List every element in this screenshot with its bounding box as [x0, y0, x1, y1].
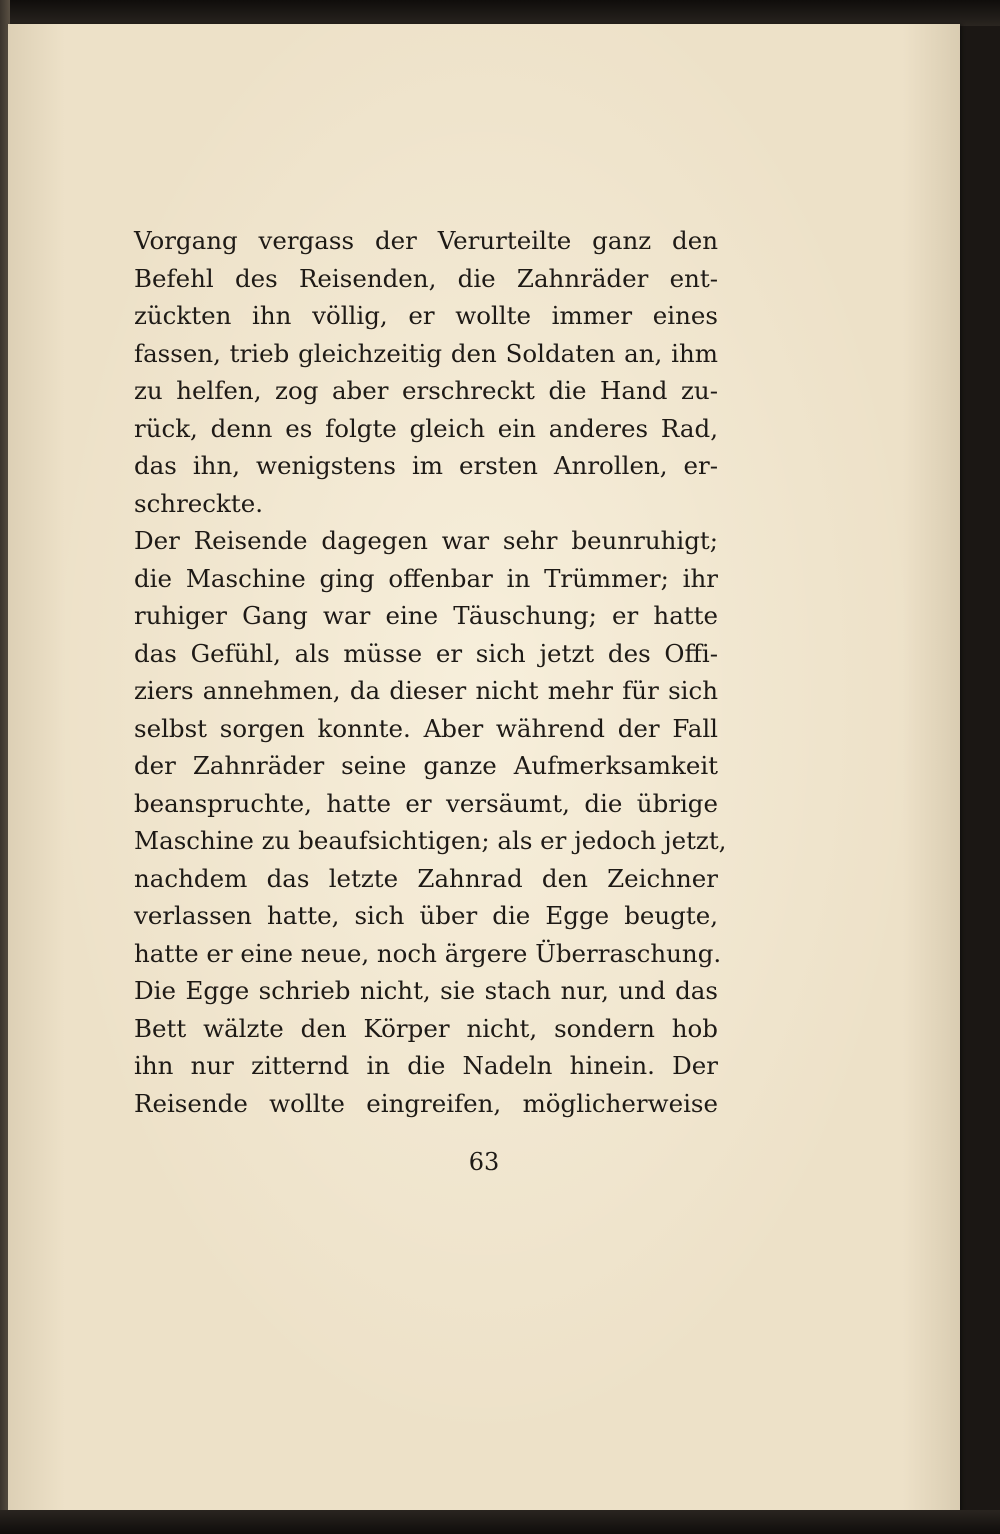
- text-line: ihn nur zitternd in die Nadeln hinein. Der: [134, 1051, 718, 1080]
- text-line: zückten ihn völlig, er wollte immer eines: [134, 301, 718, 330]
- text-line: fassen, trieb gleichzeitig den Soldaten an, ihm: [134, 338, 718, 368]
- text-line: Die Egge schrieb nicht, sie stach nur, und das: [134, 976, 718, 1005]
- bottom-scan-edge: [0, 1510, 1000, 1534]
- text-line: Der Reisende dagegen war sehr beunruhigt;: [134, 526, 718, 555]
- top-scan-edge: [0, 0, 1000, 26]
- paragraph-end-line: schreckte.: [134, 488, 263, 518]
- page-number: 63: [468, 1148, 500, 1176]
- text-line: rück, denn es folgte gleich ein anderes Rad,: [134, 413, 718, 443]
- text-line: das ihn, wenigstens im ersten Anrollen, er-: [134, 451, 718, 480]
- text-line: Reisende wollte eingreifen, möglicherweise: [134, 1088, 718, 1118]
- body-text: [134, 222, 727, 1122]
- text-line: Maschine zu beaufsichtigen; als er jedoch jetzt,: [134, 826, 727, 855]
- text-line: ziers annehmen, da dieser nicht mehr für sich: [134, 676, 718, 705]
- text-line: selbst sorgen konnte. Aber während der Fall: [134, 713, 718, 743]
- text-line: Vorgang vergass der Verurteilte ganz den: [134, 226, 718, 255]
- paper-page: [8, 24, 960, 1512]
- text-line: nachdem das letzte Zahnrad den Zeichner: [134, 863, 718, 893]
- text-line: Befehl des Reisenden, die Zahnräder ent-: [134, 263, 718, 293]
- text-line: das Gefühl, als müsse er sich jetzt des Offi-: [134, 638, 718, 668]
- text-line: beanspruchte, hatte er versäumt, die übrige: [134, 788, 718, 818]
- text-line: ruhiger Gang war eine Täuschung; er hatte: [134, 601, 718, 630]
- text-line: verlassen hatte, sich über die Egge beugte,: [134, 901, 718, 930]
- text-line: hatte er eine neue, noch ärgere Überraschung.: [134, 938, 722, 968]
- text-line: zu helfen, zog aber erschreckt die Hand zu-: [134, 376, 718, 405]
- text-line: der Zahnräder seine ganze Aufmerksamkeit: [134, 751, 718, 780]
- text-line: Bett wälzte den Körper nicht, sondern hob: [134, 1013, 718, 1043]
- text-line: die Maschine ging offenbar in Trümmer; ihr: [134, 563, 718, 593]
